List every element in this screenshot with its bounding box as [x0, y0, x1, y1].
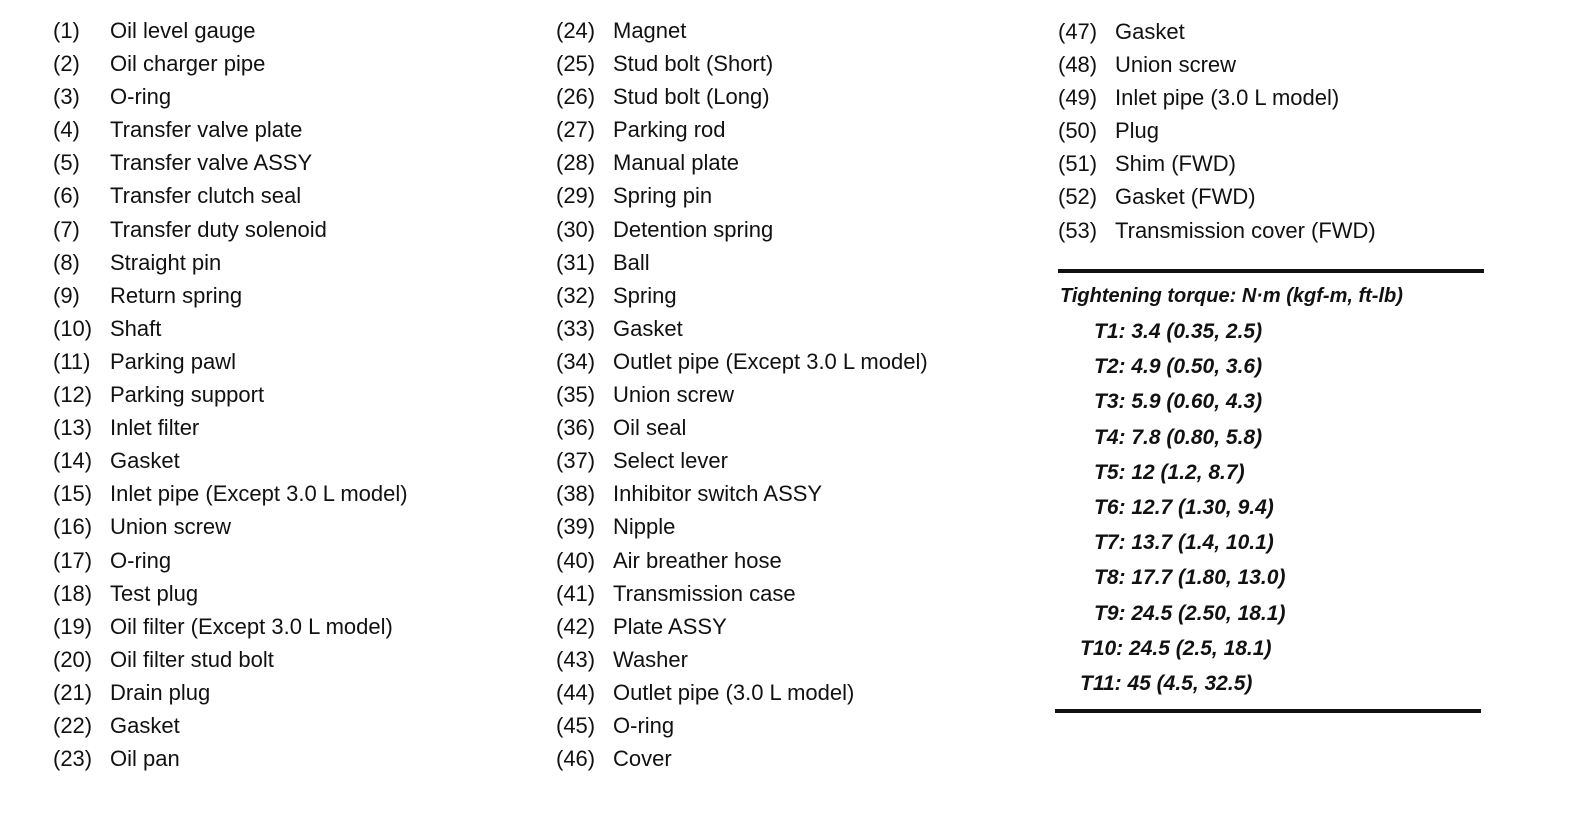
part-item [556, 411, 928, 444]
part-item [53, 113, 408, 146]
part-number: (4) [53, 117, 80, 143]
part-name: Oil level gauge [110, 18, 256, 43]
part-name: Air breather hose [613, 547, 782, 573]
part-name: Parking support [110, 382, 265, 408]
part-item [1058, 214, 1376, 247]
part-number: (8) [53, 249, 80, 275]
part-name: Stud bolt (Long) [613, 84, 770, 110]
part-item [556, 709, 928, 742]
part-item [53, 477, 408, 510]
part-number: (12) [53, 382, 93, 408]
part-name: Inlet filter [110, 415, 200, 441]
part-item [53, 709, 408, 742]
part-name: Return spring [110, 282, 243, 308]
part-name: Inlet pipe (Except 3.0 L model) [110, 481, 408, 507]
part-number: (48) [1058, 52, 1098, 78]
part-name: Manual plate [613, 150, 739, 176]
part-number: (20) [53, 646, 93, 672]
torque-spec-box [1060, 279, 1490, 701]
part-name: Shim (FWD) [1115, 151, 1236, 177]
part-name: Outlet pipe (3.0 L model) [613, 679, 855, 705]
part-number: (15) [53, 481, 93, 507]
part-item [53, 80, 408, 113]
part-item [53, 312, 408, 345]
part-name: Union screw [1115, 52, 1237, 78]
part-item [53, 47, 408, 80]
part-item [53, 345, 408, 378]
part-number: (32) [556, 282, 596, 308]
part-number: (51) [1058, 151, 1098, 177]
torque-value: T9: 24.5 (2.50, 18.1) [1094, 601, 1286, 625]
part-number: (50) [1058, 118, 1098, 144]
part-name: O-ring [613, 712, 675, 738]
part-number: (33) [556, 315, 596, 341]
part-name: Drain plug [110, 679, 211, 705]
part-item [53, 444, 408, 477]
part-number: (3) [53, 84, 80, 110]
part-number: (5) [53, 150, 80, 176]
part-number: (14) [53, 448, 93, 474]
parts-list-column-1 [53, 14, 408, 775]
torque-value: T3: 5.9 (0.60, 4.3) [1094, 390, 1263, 414]
part-number: (30) [556, 216, 596, 242]
part-number: (2) [53, 51, 80, 77]
torque-value: T1: 3.4 (0.35, 2.5) [1094, 320, 1263, 343]
part-name: Oil seal [613, 415, 687, 441]
part-number: (42) [556, 613, 596, 639]
part-item [53, 14, 408, 47]
part-number: (46) [556, 746, 596, 772]
part-name: Plug [1115, 118, 1160, 144]
part-number: (47) [1058, 19, 1098, 44]
part-name: Gasket [110, 448, 180, 474]
part-item [53, 742, 408, 775]
part-item [556, 345, 928, 378]
torque-value: T2: 4.9 (0.50, 3.6) [1094, 355, 1263, 379]
part-number: (13) [53, 415, 93, 441]
part-number: (28) [556, 150, 596, 176]
part-item [53, 411, 408, 444]
part-name: Transfer valve plate [110, 117, 303, 143]
part-item [556, 510, 928, 543]
part-name: Test plug [110, 580, 199, 606]
part-item [53, 676, 408, 709]
part-name: Cover [613, 746, 672, 772]
parts-list-column-2 [556, 14, 928, 775]
part-number: (10) [53, 315, 93, 341]
part-number: (53) [1058, 217, 1098, 243]
part-item [556, 80, 928, 113]
part-item [53, 643, 408, 676]
part-item [1058, 15, 1376, 48]
part-number: (26) [556, 84, 596, 110]
part-number: (25) [556, 51, 596, 77]
part-item [53, 146, 408, 179]
part-name: Transmission cover (FWD) [1115, 217, 1376, 243]
part-name: Transfer clutch seal [110, 183, 302, 209]
part-item [1058, 180, 1376, 213]
torque-value: T5: 12 (1.2, 8.7) [1094, 460, 1245, 484]
part-name: Inlet pipe (3.0 L model) [1115, 85, 1340, 111]
part-name: Parking rod [613, 117, 726, 143]
part-item [556, 47, 928, 80]
part-item [556, 279, 928, 312]
torque-value: T10: 24.5 (2.5, 18.1) [1080, 636, 1272, 660]
torque-value: T7: 13.7 (1.4, 10.1) [1094, 531, 1274, 555]
part-number: (7) [53, 216, 80, 242]
part-name: Gasket [110, 712, 180, 738]
part-item [53, 544, 408, 577]
part-name: Transfer duty solenoid [110, 216, 327, 242]
part-item [556, 444, 928, 477]
part-name: Shaft [110, 315, 162, 341]
torque-list [1060, 314, 1490, 701]
part-item [556, 610, 928, 643]
part-number: (41) [556, 580, 596, 606]
part-number: (45) [556, 712, 596, 738]
part-number: (9) [53, 282, 80, 308]
part-number: (24) [556, 18, 596, 43]
part-number: (23) [53, 746, 93, 772]
torque-value: T6: 12.7 (1.30, 9.4) [1094, 495, 1274, 519]
part-item [1058, 147, 1376, 180]
part-number: (27) [556, 117, 596, 143]
part-name: Select lever [613, 448, 728, 474]
part-name: Oil filter (Except 3.0 L model) [110, 613, 393, 639]
part-item [53, 577, 408, 610]
part-item [556, 577, 928, 610]
part-name: Transfer valve ASSY [110, 150, 313, 176]
part-number: (31) [556, 249, 596, 275]
part-item [556, 477, 928, 510]
part-item [556, 14, 928, 47]
part-name: Washer [613, 646, 688, 672]
part-item [556, 544, 928, 577]
part-name: Spring [613, 282, 677, 308]
torque-value: T4: 7.8 (0.80, 5.8) [1094, 425, 1263, 449]
part-item [1058, 114, 1376, 147]
torque-heading: Tightening torque: N·m (kgf-m, ft-lb) [1060, 285, 1403, 307]
part-number: (49) [1058, 85, 1098, 111]
part-number: (21) [53, 679, 93, 705]
part-number: (19) [53, 613, 93, 639]
part-item [53, 279, 408, 312]
part-name: Outlet pipe (Except 3.0 L model) [613, 348, 928, 374]
part-item [53, 246, 408, 279]
part-item [53, 510, 408, 543]
part-name: Parking pawl [110, 348, 236, 374]
torque-value: T8: 17.7 (1.80, 13.0) [1094, 566, 1286, 590]
part-number: (37) [556, 448, 596, 474]
part-number: (22) [53, 712, 93, 738]
part-name: Oil charger pipe [110, 51, 266, 77]
part-number: (6) [53, 183, 80, 209]
part-name: O-ring [110, 84, 172, 110]
part-name: Transmission case [613, 580, 796, 606]
part-number: (44) [556, 679, 596, 705]
parts-list-column-3 [1058, 15, 1376, 247]
part-name: Inhibitor switch ASSY [613, 481, 823, 507]
part-item [53, 179, 408, 212]
part-item [1058, 48, 1376, 81]
part-number: (16) [53, 514, 93, 540]
torque-top-rule [1058, 269, 1484, 273]
part-number: (39) [556, 514, 596, 540]
part-item [556, 113, 928, 146]
part-name: Detention spring [613, 216, 774, 242]
part-name: Straight pin [110, 249, 222, 275]
part-name: Gasket (FWD) [1115, 184, 1256, 210]
part-number: (36) [556, 415, 596, 441]
part-item [556, 246, 928, 279]
part-item [556, 742, 928, 775]
part-item [556, 643, 928, 676]
part-number: (40) [556, 547, 596, 573]
part-name: Oil pan [110, 746, 180, 772]
part-number: (34) [556, 348, 596, 374]
part-number: (1) [53, 18, 80, 43]
part-item [556, 378, 928, 411]
part-number: (29) [556, 183, 596, 209]
part-name: O-ring [110, 547, 172, 573]
part-name: Plate ASSY [613, 613, 727, 639]
part-number: (11) [53, 348, 91, 374]
part-number: (38) [556, 481, 596, 507]
part-item [556, 179, 928, 212]
part-number: (43) [556, 646, 596, 672]
part-number: (18) [53, 580, 93, 606]
part-number: (52) [1058, 184, 1098, 210]
part-name: Oil filter stud bolt [110, 646, 274, 672]
part-name: Magnet [613, 18, 687, 43]
part-item [1058, 81, 1376, 114]
part-item [556, 312, 928, 345]
part-item [53, 378, 408, 411]
part-name: Spring pin [613, 183, 713, 209]
part-number: (17) [53, 547, 93, 573]
part-name: Stud bolt (Short) [613, 51, 774, 77]
part-item [556, 676, 928, 709]
part-name: Union screw [613, 382, 735, 408]
part-item [53, 213, 408, 246]
part-name: Ball [613, 249, 650, 275]
part-item [53, 610, 408, 643]
part-number: (35) [556, 382, 596, 408]
torque-bottom-rule [1055, 709, 1481, 713]
part-name: Nipple [613, 514, 676, 540]
part-item [556, 146, 928, 179]
part-name: Gasket [1115, 19, 1185, 44]
part-item [556, 213, 928, 246]
torque-value: T11: 45 (4.5, 32.5) [1080, 671, 1253, 695]
part-name: Gasket [613, 315, 683, 341]
part-name: Union screw [110, 514, 232, 540]
